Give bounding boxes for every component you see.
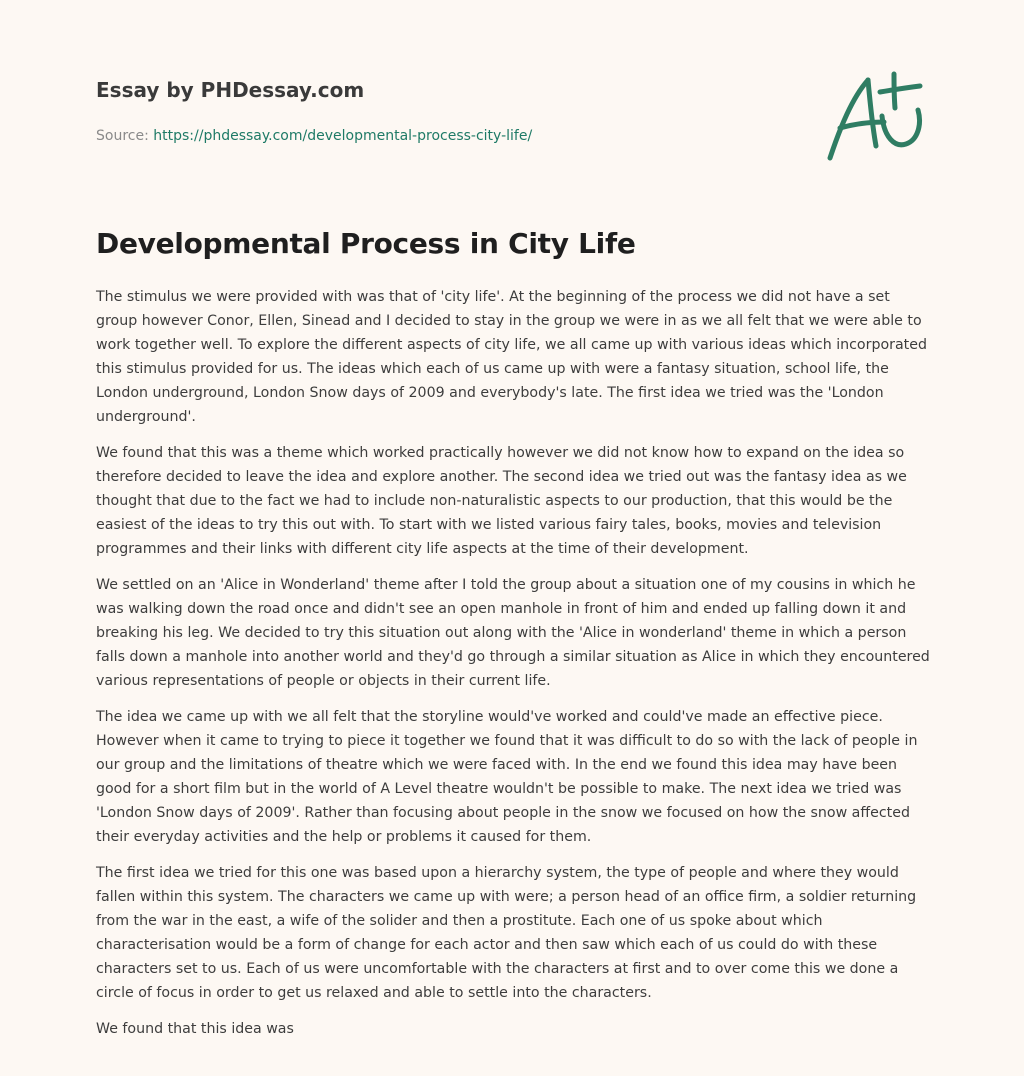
a-plus-logo-icon — [818, 66, 930, 166]
essay-header — [96, 76, 796, 146]
source-link[interactable]: https://phdessay.com/developmental-process-city-life/ — [153, 128, 533, 144]
essay-paragraph: We found that this was a theme which worked practically however we did not know how to expand on the idea so therefore decided to leave the idea and explore another. The second idea we tried out was the fantasy idea as we thought that due to the fact we had to include non-naturalistic aspects to our production, that this would be the easiest of the ideas to try this out with. To start with we listed various fairy tales, books, movies and television programmes and their links with different city life aspects at the time of their development. — [96, 445, 907, 557]
site-brand: Essay by PHDessay.com — [96, 78, 365, 102]
essay-body — [96, 285, 932, 1053]
essay-title: Developmental Process in City Life — [96, 227, 636, 260]
a-plus-logo — [818, 66, 930, 166]
essay-paragraph: The idea we came up with we all felt that the storyline would've worked and could've made an effective piece. However when it came to trying to piece it together we found that it was difficult to do so with the lack of people in our group and the limitations of theatre which we were faced with. In the end we found this idea may have been good for a short film but in the world of A Level theatre wouldn't be possible to make. The next idea we tried was 'London Snow days of 2009'. Rather than focusing about people in the snow we focused on how the snow affected their everyday activities and the help or problems it caused for them. — [96, 709, 918, 845]
essay-paragraph: We found that this idea was — [96, 1021, 294, 1037]
essay-paragraph: We settled on an 'Alice in Wonderland' theme after I told the group about a situation one of my cousins in which he was walking down the road once and didn't see an open manhole in front of him and ended up falling down it and breaking his leg. We decided to try this situation out along with the 'Alice in wonderland' theme in which a person falls down a manhole into another world and they'd go through a similar situation as Alice in which they encountered various representations of people or objects in their current life. — [96, 577, 930, 689]
source-line — [96, 126, 796, 146]
essay-paragraph: The stimulus we were provided with was that of 'city life'. At the beginning of the process we did not have a set group however Conor, Ellen, Sinead and I decided to stay in the group we were in as we all felt that we were able to work together well. To explore the different aspects of city life, we all came up with various ideas which incorporated this stimulus provided for us. The ideas which each of us came up with were a fantasy situation, school life, the London underground, London Snow days of 2009 and everybody's late. The first idea we tried was the 'London underground'. — [96, 289, 927, 425]
essay-paragraph: The first idea we tried for this one was based upon a hierarchy system, the type of people and where they would fallen within this system. The characters we came up with were; a person head of an office firm, a soldier returning from the war in the east, a wife of the solider and then a prostitute. Each one of us spoke about which characterisation would be a form of change for each actor and then saw which each of us could do with these characters set to us. Each of us were uncomfortable with the characters at first and to over come this we done a circle of focus in order to get us relaxed and able to settle into the characters. — [96, 865, 917, 1001]
source-label: Source: — [96, 128, 154, 144]
